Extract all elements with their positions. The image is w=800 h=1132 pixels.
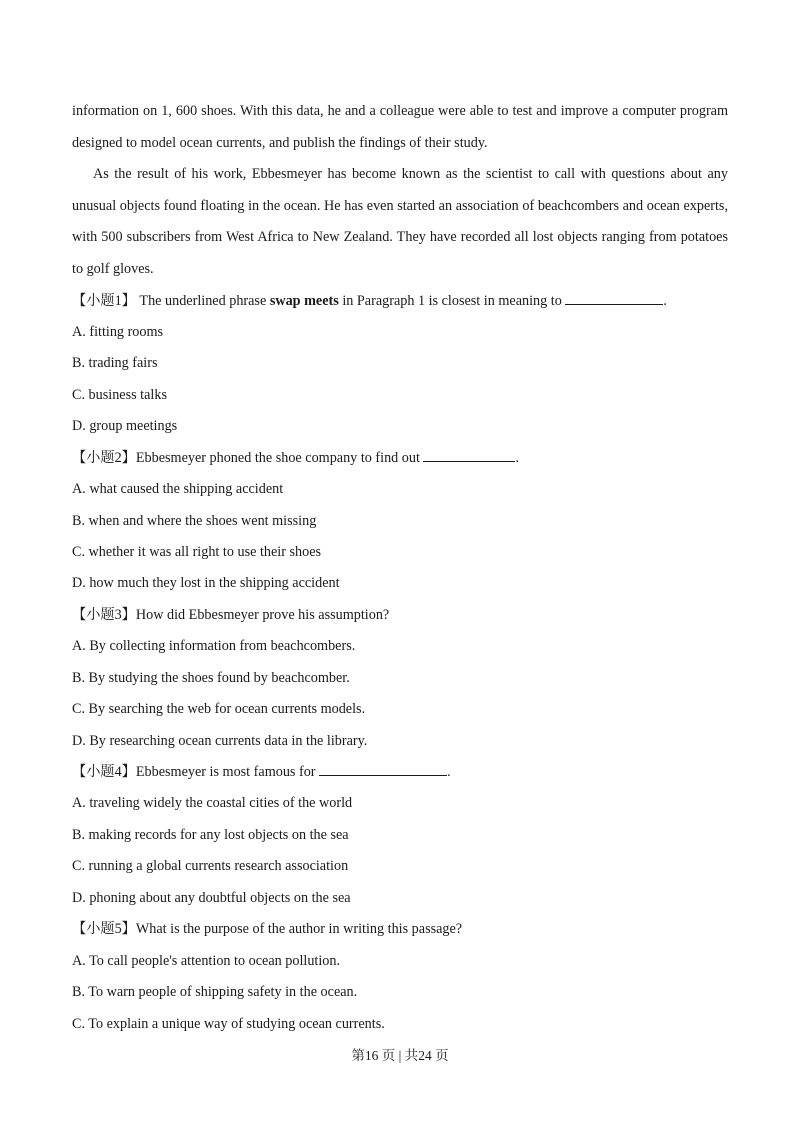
passage-paragraph-continued: information on 1, 600 shoes. With this data, he and a colleague were able to test and improve a computer program designed to model ocean currents, and publish the findings of their study. <box>72 103 728 151</box>
answer-blank <box>319 762 447 776</box>
question-4-option-d: D. phoning about any doubtful objects on the sea <box>72 890 351 906</box>
question-5-option-b: B. To warn people of shipping safety in the ocean. <box>72 984 358 1000</box>
question-1-option-b: B. trading fairs <box>72 355 158 371</box>
question-1-number: 【小题1】 <box>72 293 136 309</box>
answer-blank <box>423 448 515 462</box>
question-2-option-d: D. how much they lost in the shipping accident <box>72 575 340 591</box>
question-3-stem: 【小题3】How did Ebbesmeyer prove his assumption? <box>72 607 390 623</box>
question-4-stem: 【小题4】Ebbesmeyer is most famous for . <box>72 764 451 780</box>
underlined-phrase: swap meets <box>269 293 339 309</box>
question-1-option-d: D. group meetings <box>72 418 178 434</box>
question-4-option-c: C. running a global currents research association <box>72 858 349 874</box>
question-5-option-a: A. To call people's attention to ocean pollution. <box>72 953 341 969</box>
page-footer: 第16 页 | 共24 页 <box>351 1048 449 1063</box>
question-2-number: 【小题2】 <box>72 450 136 466</box>
question-2-option-a: A. what caused the shipping accident <box>72 481 284 497</box>
question-1-option-a: A. fitting rooms <box>72 324 164 340</box>
question-3-option-c: C. By searching the web for ocean currents models. <box>72 701 366 717</box>
answer-blank <box>565 291 663 305</box>
question-2-option-b: B. when and where the shoes went missing <box>72 513 317 529</box>
question-5-number: 【小题5】 <box>72 921 136 937</box>
passage-paragraph-last: As the result of his work, Ebbesmeyer has become known as the scientist to call with questions about any unusual objects found floating in the ocean. He has even started an association of beachcombers and ocean experts, with 500 subscribers from West Africa to New Zealand. They have recorded all lost objects ranging from potatoes to golf gloves. <box>72 166 728 277</box>
question-3-number: 【小题3】 <box>72 607 136 623</box>
question-5-option-c: C. To explain a unique way of studying ocean currents. <box>72 1016 385 1032</box>
question-4-option-b: B. making records for any lost objects on the sea <box>72 827 349 843</box>
question-4-option-a: A. traveling widely the coastal cities of the world <box>72 795 353 811</box>
question-5-stem: 【小题5】What is the purpose of the author in writing this passage? <box>72 921 463 937</box>
question-2-stem: 【小题2】Ebbesmeyer phoned the shoe company to find out . <box>72 450 520 466</box>
question-3-option-b: B. By studying the shoes found by beachcomber. <box>72 670 350 686</box>
question-1-option-c: C. business talks <box>72 387 167 403</box>
question-3-option-a: A. By collecting information from beachcombers. <box>72 638 356 654</box>
question-4-number: 【小题4】 <box>72 764 136 780</box>
question-3-option-d: D. By researching ocean currents data in the library. <box>72 733 368 749</box>
question-1-stem: 【小题1】 The underlined phrase swap meets in Paragraph 1 is closest in meaning to . <box>72 293 667 309</box>
question-2-option-c: C. whether it was all right to use their shoes <box>72 544 322 560</box>
